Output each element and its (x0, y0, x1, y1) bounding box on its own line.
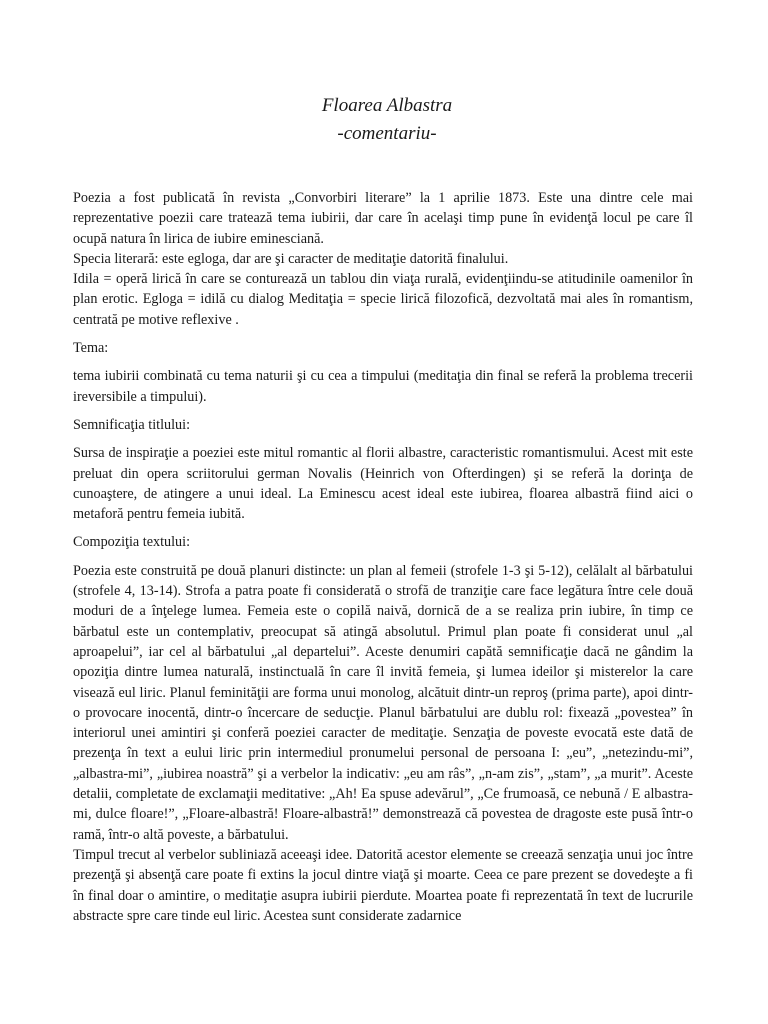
compozitia-paragraph-2: Timpul trecut al verbelor subliniază aceeaşi idee. Datorită acestor elemente se creează senzaţia unui joc între prezenţă şi absenţă care poate fi extins la jocul dintre viaţă şi moarte. Ceea ce pare prezent se dovedeşte a fi în final doar o amintire, o meditaţie asupra iubirii pierdute. Moartea poate fi reprezentată în text de lucrurile abstracte spre care tinde eul liric. Acestea sunt considerate zadarnice (73, 846, 693, 924)
intro-paragraph-3: Idila = operă lirică în care se conturează un tablou din viaţa rurală, evidenţiindu-se atitudinile oamenilor în plan erotic. Egloga = idilă cu dialog Meditaţia = specie lirică filozofică, dezvoltată mai ales în romantism, centrată pe motive reflexive . (73, 271, 693, 328)
title-block (81, 92, 693, 148)
document-page (73, 92, 693, 926)
intro-paragraph-1: Poezia a fost publicată în revista „Convorbiri literare” la 1 aprilie 1873. Este una dintre cele mai reprezentative poezii care tratează tema iubirii, dar care în acelaşi timp pune în evidenţă locul pe care îl ocupă natura în lirica de iubire eminesciană. (73, 190, 693, 247)
compozitia-paragraph-1: Poezia este construită pe două planuri distincte: un plan al femeii (strofele 1-3 şi 5-12), celălalt al bărbatului (strofele 4, 13-14). Strofa a patra poate fi considerată o strofă de tranziţie care face legătura între cele două moduri de a înţelege lumea. Femeia este o copilă naivă, dornică de a se realiza prin iubire, în timp ce bărbatul este un contemplativ, preocupat să atingă absolutul. Primul plan poate fi considerat unul „al aproapelui”, iar cel al bărbatului „al departelui”. Aceste denumiri capătă semnificaţie dacă ne gândim la opoziţia dintre lumea naturală, instinctuală în care îl invită femeia, şi lumea ideilor şi misterelor la care visează eul liric. Planul feminităţii are forma unui monolog, alcătuit dintr-un reproş (prima parte), apoi dintr-o provocare inocentă, dintr-o încercare de seducţie. Planul bărbatului are dublu rol: fixează „povestea” în interiorul unei amintiri şi conferă poeziei caracter de meditaţie. Senzaţia de poveste evocată este dată de prezenţa în text a eului liric prin intermediul pronumelui personal de persoana I: „eu”, „netezindu-mi”, „albastra-mi”, „iubirea noastră” şi a verbelor la indicativ: „eu am râs”, „n-am zis”, „stam”, „a murit”. Aceste detalii, completate de exclamaţii meditative: „Ah! Ea spuse adevărul”, „Ce frumoasă, ce nebună / E albastra-mi, dulce floare!”, „Floare-albastră! Floare-albastră!” demonstrează că povestea de dragoste este pusă într-o ramă, într-o altă poveste, a bărbatului. (73, 562, 693, 843)
section-label-semnificatia: Semnificaţia titlului: (73, 416, 191, 433)
semnificatia-paragraph: Sursa de inspiraţie a poeziei este mitul romantic al florii albastre, caracteristic romantismului. Acest mit este preluat din opera scriitorului german Novalis (Heinrich von Ofterdingen) şi se referă la dorinţa de cunoaştere, de atingere a unui ideal. La Eminescu acest ideal este iubirea, floarea albastră fiind aici o metaforă pentru femeia iubită. (73, 445, 693, 523)
document-subtitle: -comentariu- (337, 123, 437, 144)
document-title: Floarea Albastra (321, 95, 453, 116)
section-label-compozitia: Compoziţia textului: (73, 534, 191, 551)
section-label-tema: Tema: (73, 340, 109, 357)
document-body (73, 188, 693, 926)
tema-paragraph: tema iubirii combinată cu tema naturii şi cu cea a timpului (meditaţia din final se referă la problema trecerii ireversibile a timpului). (73, 368, 693, 405)
intro-paragraph-2: Specia literară: este egloga, dar are şi caracter de meditaţie datorită finalului. (73, 250, 509, 267)
